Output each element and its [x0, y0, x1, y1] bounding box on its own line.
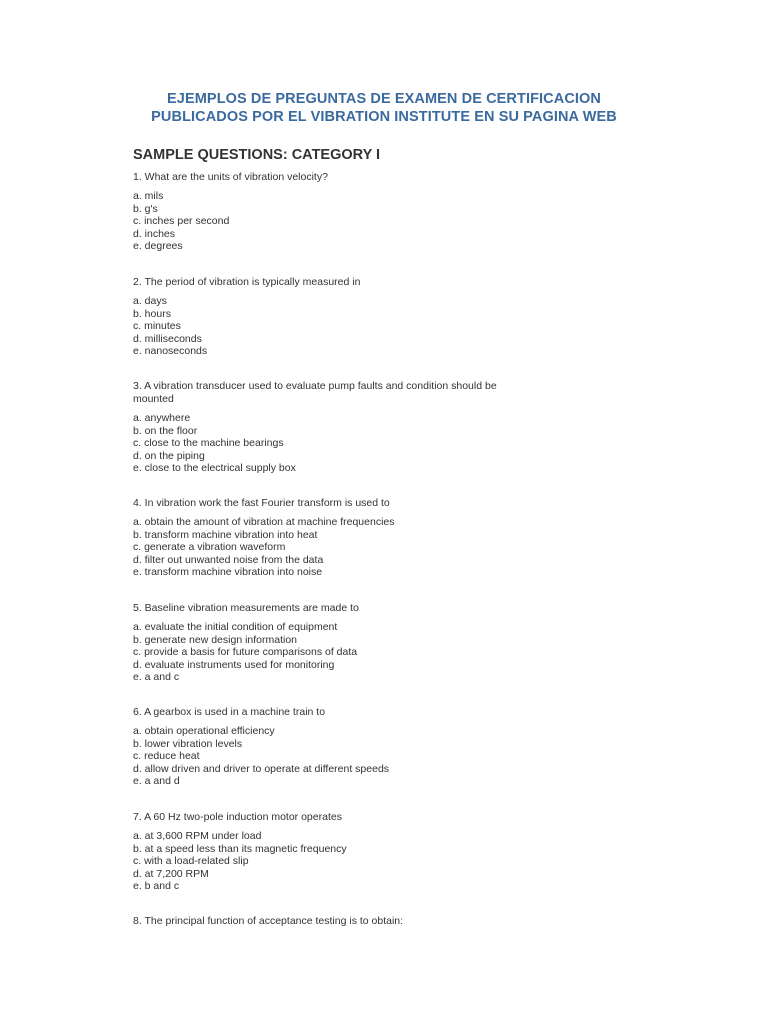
question-2: [133, 276, 553, 358]
answer-option: b. at a speed less than its magnetic frequency: [133, 842, 347, 855]
answer-option: d. milliseconds: [133, 332, 202, 345]
question-7: [133, 811, 553, 893]
answer-option: c. minutes: [133, 320, 181, 332]
answer-option: e. degrees: [133, 240, 183, 252]
answer-option: c. close to the machine bearings: [133, 437, 284, 449]
section-heading: SAMPLE QUESTIONS: CATEGORY I: [133, 147, 381, 163]
answer-option: d. allow driven and driver to operate at different speeds: [133, 762, 390, 775]
answer-option: b. g's: [133, 202, 158, 215]
question-text: 6. A gearbox is used in a machine train to: [133, 706, 326, 718]
answer-option: b. hours: [133, 307, 171, 320]
question-4: [133, 497, 553, 579]
answer-option: d. on the piping: [133, 449, 205, 462]
question-text: 2. The period of vibration is typically measured in: [133, 276, 361, 288]
answer-option: c. reduce heat: [133, 750, 200, 762]
answer-option: e. transform machine vibration into noise: [133, 566, 323, 578]
answer-option: a. anywhere: [133, 412, 191, 424]
answer-option: e. b and c: [133, 880, 180, 892]
answer-option: a. days: [133, 295, 167, 307]
answer-option: a. mils: [133, 190, 164, 202]
question-text: 7. A 60 Hz two-pole induction motor operates: [133, 811, 342, 823]
question-text: 3. A vibration transducer used to evaluate pump faults and condition should be mounted: [133, 380, 497, 405]
question-8: [133, 915, 553, 934]
answer-option: b. transform machine vibration into heat: [133, 528, 318, 541]
answer-option: d. evaluate instruments used for monitoring: [133, 658, 335, 671]
question-text: 4. In vibration work the fast Fourier transform is used to: [133, 497, 390, 509]
title-line-2: PUBLICADOS POR EL VIBRATION INSTITUTE EN SU PAGINA WEB: [151, 109, 617, 125]
answer-option: c. with a load-related slip: [133, 855, 249, 867]
answer-option: d. at 7,200 RPM: [133, 867, 209, 880]
answer-option: e. a and c: [133, 671, 180, 683]
answer-option: c. provide a basis for future comparisons of data: [133, 646, 358, 658]
answer-option: b. generate new design information: [133, 633, 298, 646]
answer-option: e. nanoseconds: [133, 345, 208, 357]
answer-option: a. obtain operational efficiency: [133, 725, 275, 737]
question-5: [133, 602, 553, 684]
answer-option: c. inches per second: [133, 215, 230, 227]
question-text: 5. Baseline vibration measurements are made to: [133, 602, 359, 614]
document-title: [0, 90, 768, 126]
answer-option: c. generate a vibration waveform: [133, 541, 286, 553]
answer-option: e. a and d: [133, 775, 180, 787]
answer-option: b. on the floor: [133, 424, 198, 437]
title-line-1: EJEMPLOS DE PREGUNTAS DE EXAMEN DE CERTIFICACION: [167, 91, 601, 107]
question-text: 8. The principal function of acceptance testing is to obtain:: [133, 915, 404, 927]
question-text: 1. What are the units of vibration velocity?: [133, 171, 328, 183]
answer-option: a. evaluate the initial condition of equipment: [133, 621, 338, 633]
answer-option: e. close to the electrical supply box: [133, 462, 296, 474]
answer-option: d. inches: [133, 227, 176, 240]
answer-option: d. filter out unwanted noise from the data: [133, 553, 324, 566]
question-1: [133, 171, 553, 253]
answer-option: a. at 3,600 RPM under load: [133, 830, 262, 842]
answer-option: a. obtain the amount of vibration at machine frequencies: [133, 516, 395, 528]
question-6: [133, 706, 553, 788]
answer-option: b. lower vibration levels: [133, 737, 243, 750]
question-3: [133, 380, 553, 475]
